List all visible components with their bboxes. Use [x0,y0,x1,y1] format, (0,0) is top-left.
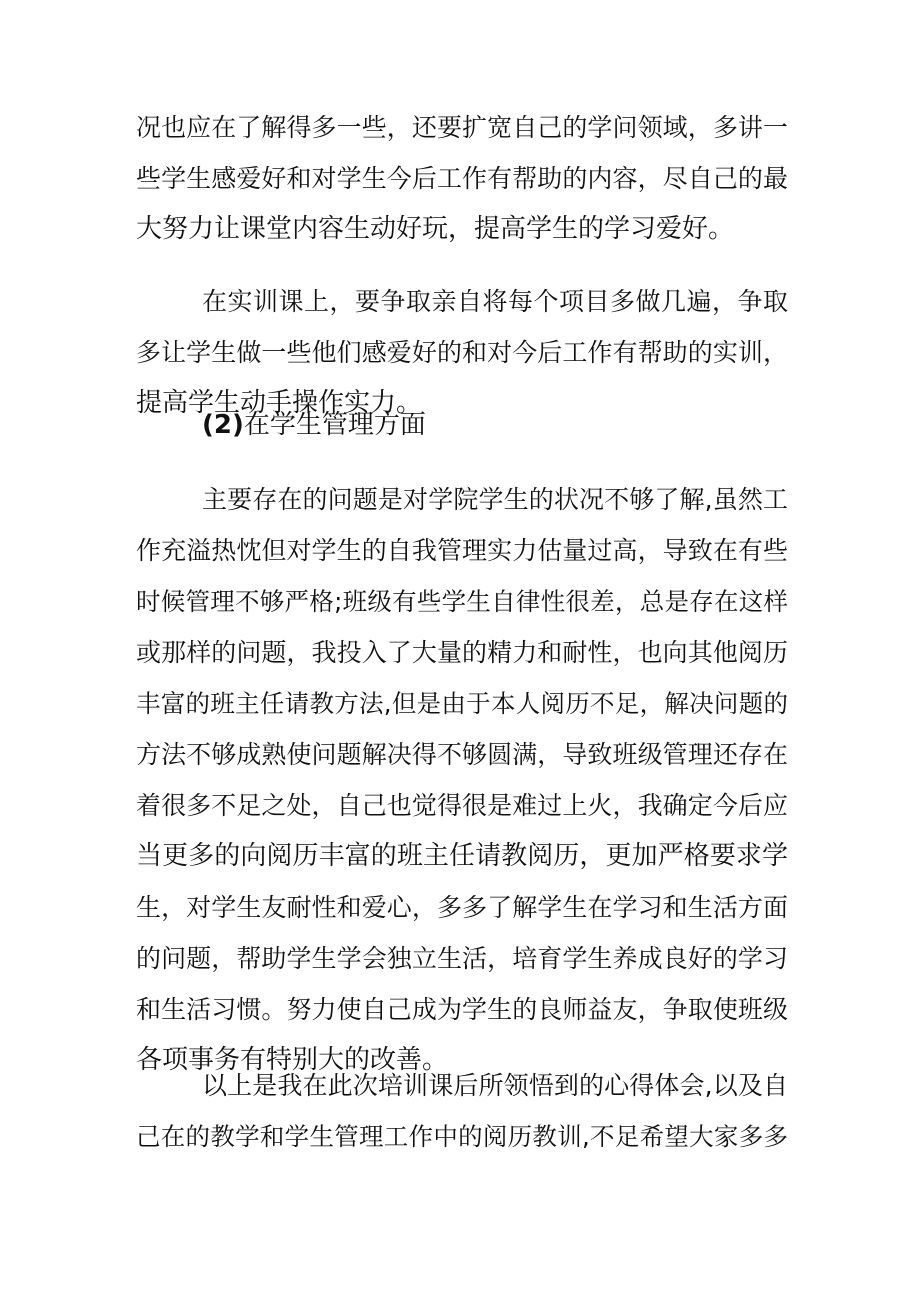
paragraph-line: 作充溢热忱但对学生的自我管理实力估量过高，导致在有些 [136,536,788,565]
paragraph-line: 己在的教学和学生管理工作中的阅历教训,不足希望大家多多 [136,1122,788,1151]
paragraph-conclusion [136,1060,788,1162]
paragraph-line: 和生活习惯。努力使自己成为学生的良师益友，争取使班级 [136,995,788,1024]
paragraph-line: 当更多的向阅历丰富的班主任请教阅历，更加严格要求学 [136,841,788,871]
paragraph-line: 主要存在的问题是对学院学生的状况不够了解,虽然工 [202,485,788,514]
paragraph-line: 丰富的班主任请教方法,但是由于本人阅历不足，解决问题的 [136,689,788,718]
paragraph-line: 着很多不足之处，自己也觉得很是难过上火，我确定今后应 [136,791,788,820]
paragraph-line: 或那样的问题，我投入了大量的精力和耐性，也向其他阅历 [136,638,788,667]
paragraph-line: 以上是我在此次培训课后所领悟到的心得体会,以及自 [202,1071,788,1100]
paragraph-line: 方法不够成熟使问题解决得不够圆满，导致班级管理还存在 [136,740,788,769]
paragraph-line: 大努力让课堂内容生动好玩，提高学生的学习爱好。 [136,214,735,244]
paragraph-line: 多让学生做一些他们感爱好的和对今后工作有帮助的实训， [136,338,788,367]
section-number: (2) [202,410,244,440]
paragraph-line: 提高学生动手操作实力。 [136,388,423,418]
paragraph-line: 的问题，帮助学生学会独立生活，培育学生养成良好的学习 [136,944,788,973]
section-title: 在学生管理方面 [243,410,426,440]
section-heading [202,400,426,451]
paragraph-line: 生，对学生友耐性和爱心，多多了解学生在学习和生活方面 [136,893,788,922]
paragraph-line: 各项事务有特别大的改善。 [136,1045,449,1075]
paragraph-line: 在实训课上，要争取亲自将每个项目多做几遍，争取 [202,287,788,316]
paragraph-line: 况也应在了解得多一些，还要扩宽自己的学问领域，多讲一 [136,113,788,142]
paragraph-line: 时候管理不够严格;班级有些学生自律性很差，总是存在这样 [136,587,788,616]
paragraph-student-management [136,474,788,1086]
paragraph-line: 些学生感爱好和对学生今后工作有帮助的内容，尽自己的最 [136,164,788,193]
paragraph-teaching-continued [136,102,788,255]
